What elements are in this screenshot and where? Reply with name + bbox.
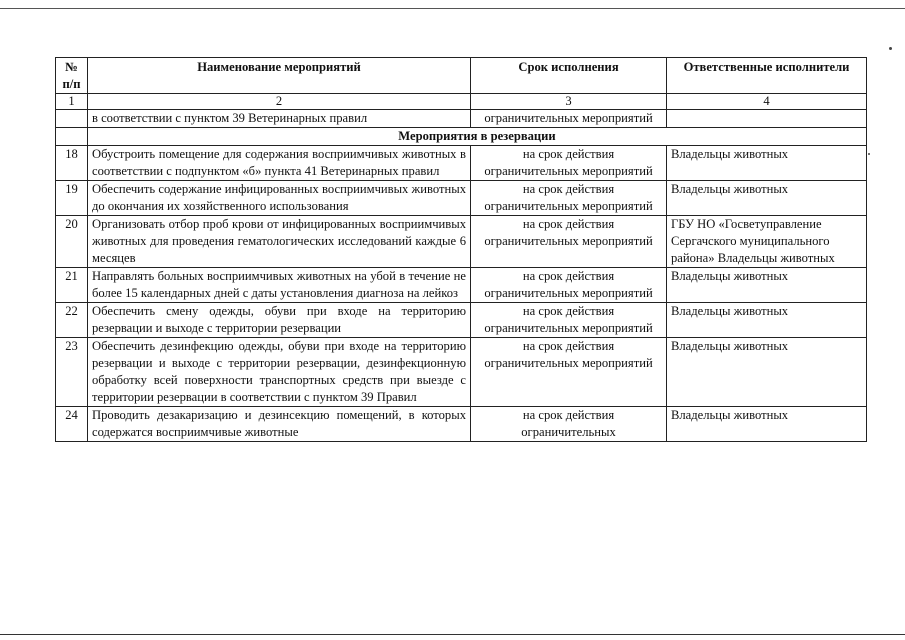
table-row — [56, 268, 867, 303]
column-index: 4 — [667, 94, 867, 110]
row-measure: Обустроить помещение для содержания восприимчивых животных в соответствии с подпунктом «б» пункта 41 Ветеринарных правил — [88, 146, 471, 181]
table-row — [56, 303, 867, 338]
row-responsible: Владельцы животных — [667, 338, 867, 407]
header-term: Срок исполнения — [471, 58, 667, 94]
scan-speck — [889, 47, 892, 50]
scan-speck — [868, 153, 870, 155]
row-responsible: Владельцы животных — [667, 268, 867, 303]
row-measure: Проводить дезакаризацию и дезинсекцию помещений, в которых содержатся восприимчивые животные — [88, 407, 471, 442]
row-number: 22 — [56, 303, 88, 338]
table-row — [56, 181, 867, 216]
scan-edge-top — [0, 8, 905, 9]
row-responsible: Владельцы животных — [667, 303, 867, 338]
column-index: 2 — [88, 94, 471, 110]
row-number: 18 — [56, 146, 88, 181]
row-measure: Обеспечить дезинфекцию одежды, обуви при входе на территорию резервации и выходе с территории резервации, дезинфекционную обработку всей поверхности транспортных средств при выезде с территории резервации в соответствии с пунктом 39 Правил — [88, 338, 471, 407]
row-term: на срок действия ограничительных мероприятий — [471, 338, 667, 407]
row-number: 19 — [56, 181, 88, 216]
row-term: на срок действия ограничительных мероприятий — [471, 303, 667, 338]
row-measure: Направлять больных восприимчивых животных на убой в течение не более 15 календарных дней с даты установления диагноза на лейкоз — [88, 268, 471, 303]
row-number: 21 — [56, 268, 88, 303]
continuation-row — [56, 110, 867, 128]
scan-edge-bottom — [0, 634, 905, 635]
row-measure: Организовать отбор проб крови от инфицированных восприимчивых животных для проведения гематологических исследований каждые 6 месяцев — [88, 216, 471, 268]
row-number — [56, 110, 88, 128]
row-responsible: Владельцы животных — [667, 181, 867, 216]
table-header-row — [56, 58, 867, 94]
table-row — [56, 338, 867, 407]
row-term: на срок действия ограничительных мероприятий — [471, 181, 667, 216]
row-measure: в соответствии с пунктом 39 Ветеринарных правил — [88, 110, 471, 128]
row-responsible: Владельцы животных — [667, 407, 867, 442]
row-number: 24 — [56, 407, 88, 442]
row-term: на срок действия ограничительных мероприятий — [471, 146, 667, 181]
row-number: 23 — [56, 338, 88, 407]
header-num: № п/п — [56, 58, 88, 94]
column-index: 3 — [471, 94, 667, 110]
table-row — [56, 407, 867, 442]
row-responsible: Владельцы животных — [667, 146, 867, 181]
row-responsible — [667, 110, 867, 128]
column-index-row — [56, 94, 867, 110]
table-row — [56, 146, 867, 181]
row-term: на срок действия ограничительных мероприятий — [471, 216, 667, 268]
row-term: ограничительных мероприятий — [471, 110, 667, 128]
section-num-cell — [56, 128, 88, 146]
row-measure: Обеспечить смену одежды, обуви при входе на территорию резервации и выходе с территории резервации — [88, 303, 471, 338]
row-responsible: ГБУ НО «Госветуправление Сергачского муниципального района» Владельцы животных — [667, 216, 867, 268]
header-resp: Ответственные исполнители — [667, 58, 867, 94]
section-row — [56, 128, 867, 146]
section-title: Мероприятия в резервации — [88, 128, 867, 146]
measures-table — [55, 57, 867, 442]
row-term: на срок действия ограничительных мероприятий — [471, 268, 667, 303]
row-number: 20 — [56, 216, 88, 268]
row-term: на срок действия ограничительных — [471, 407, 667, 442]
header-name: Наименование мероприятий — [88, 58, 471, 94]
row-measure: Обеспечить содержание инфицированных восприимчивых животных до окончания их хозяйственного использования — [88, 181, 471, 216]
column-index: 1 — [56, 94, 88, 110]
table-row — [56, 216, 867, 268]
